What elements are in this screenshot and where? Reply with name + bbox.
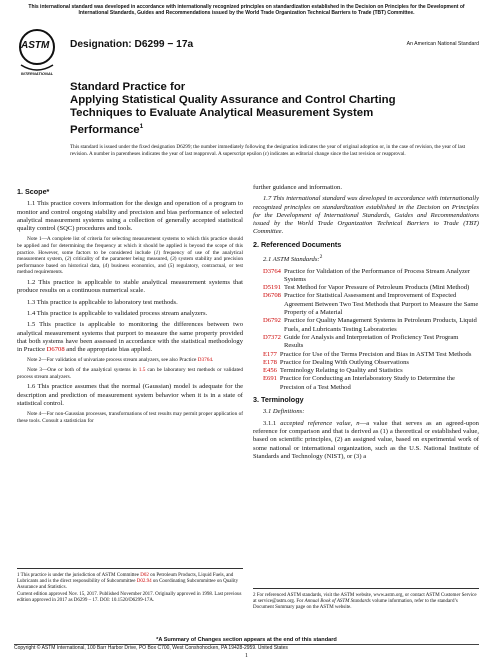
title-line2: Applying Statistical Quality Assurance and Control Charting Techniques to Evaluate Analytical Measurement System Performance xyxy=(70,94,396,136)
reference-code: E177 xyxy=(263,350,277,358)
edition-info: Current edition approved Nov. 15, 2017. Published November 2017. Originally approved in 1998. Last previous edition approved in 2017 as D6299 – 17. DOI: 10.1520/D6299-17A. xyxy=(17,591,242,603)
reference-item[interactable] xyxy=(263,375,479,392)
section-1-3: 1.3 This practice is applicable to laboratory test methods. xyxy=(27,298,178,306)
d6708-link[interactable]: D6708 xyxy=(46,346,65,354)
issuance-statement: This standard is issued under the fixed designation D6299; the number immediately following the designation indicates the year of original adoption or, in the case of revision, the year of last revision. A number in parentheses indicates the year of last reapproval. A superscript epsilon (ε) indicates an editorial change since the last revision or reapproval. xyxy=(70,144,466,157)
reference-title: Practice for Quality Management Systems in Petroleum Products, Liquid Fuels, and Lubricants Testing Laboratories xyxy=(283,317,477,333)
footnote-1: 1 This practice is under the jurisdiction of ASTM Committee D02 on Petroleum Products, Liquid Fuels, and Lubricants and is the direct responsibility of Subcommittee D02.94 on Coordinating Subcommittee on Quality Assurance and Statistics. Current edition approved Nov. 15, 2017. Published November 2017. Originally approved in 1998. Last previous edition approved in 2017 as D6299 – 17. DOI: 10.1520/D6299-17A. xyxy=(17,568,243,604)
reference-code: E178 xyxy=(263,358,277,366)
referenced-documents-heading: 2. Referenced Documents xyxy=(253,239,342,249)
reference-title: Guide for Analysis and Interpretation of Proficiency Test Program Results xyxy=(283,333,459,350)
subcommittee-d02-94-link[interactable]: D02.94 xyxy=(136,579,152,585)
scope-heading: 1. Scope* xyxy=(17,187,50,196)
note-1: Note 1—A complete list of criteria for selecting measurement systems to which this practice should be applied and for determining the frequency at which it should be applied is beyond the scope of this practice. However, some factors to be considered include (1) frequency of use of the analytical measurement system, (2) criticality of the parameter being measured, (3) system stability and precision performance based on historical data, (4) business economics, and (5) regulatory, contractual, or test method requirements. xyxy=(17,236,243,276)
note-2: Note 2—For validation of univariate process stream analyzers, see also Practice D3764. xyxy=(27,357,214,364)
reference-title: Practice for Statistical Assessment and Improvement of Expected Agreement Between Two Test Methods that Purport to Measure the Same Property of a Material xyxy=(283,292,479,317)
footnote-2: 2 For referenced ASTM standards, visit the ASTM website, www.astm.org, or contact ASTM Customer Service at service@astm.org. For Annual Book of ASTM Standards volume information, refer to the standard’s Document Summary page on the ASTM website. xyxy=(253,588,479,612)
summary-of-changes-note: *A Summary of Changes section appears at the end of this standard xyxy=(156,637,337,643)
section-3-1-1: 3.1.1 accepted reference value, n—a value that serves as an agreed-upon reference for comparison and that is derived as (1) a theoretical or established value, based on scientific principles, (2) an assigned value, based on experimental work of some national or international organization, such as the U.S. National Institute of Standards and Technology (NIST), or (3) a xyxy=(253,419,479,460)
continued-text: further guidance and information. xyxy=(253,184,342,191)
astm-international-logo xyxy=(15,27,59,79)
reference-code: D6792 xyxy=(263,317,281,325)
section-1-5: 1.5 This practice is applicable to monitoring the differences between two analytical measurement systems that purport to measure the same property provided that both systems have been assessed in accordance with the statistical methodology in Practice D6708 and the appropriate bias applied. xyxy=(17,321,243,354)
national-standard-label: An American National Standard xyxy=(406,41,479,47)
reference-item[interactable] xyxy=(263,334,479,351)
section-1-2: 1.2 This practice is applicable to stable analytical measurement systems that produce results on a continuous numerical scale. xyxy=(17,279,243,295)
section-1-7: 1.7 This international standard was developed in accordance with internationally recognized principles on standardization established in the Decision on Principles for the Development of International Standards, Guides and Recommendations issued by the World Trade Organization Technical Barriers to Trade (TBT) Committee. xyxy=(253,195,479,236)
copyright: Copyright © ASTM International, 100 Barr Harbor Drive, PO Box C700, West Conshohocken, PA 19428-2959. United States xyxy=(14,645,288,651)
reference-item[interactable] xyxy=(263,292,479,317)
left-column xyxy=(17,184,243,427)
reference-code: E456 xyxy=(263,367,277,375)
note-3: Note 3—One or both of the analytical systems in 1.5 can be laboratory test methods or validated process stream analyzers. xyxy=(17,367,243,380)
reference-code: D3764 xyxy=(263,267,281,275)
right-column xyxy=(253,184,479,464)
reference-title: Practice for Use of the Terms Precision and Bias in ASTM Test Methods xyxy=(279,350,472,358)
reference-list xyxy=(263,268,479,392)
reference-title: Practice for Conducting an Interlaboratory Study to Determine the Precision of a Test Method xyxy=(279,375,455,391)
designation: Designation: D6299 − 17a xyxy=(70,39,194,50)
section-1-5-link[interactable]: 1.5 xyxy=(138,367,146,374)
section-1-1: 1.1 This practice covers information for the design and operation of a program to monitor and control ongoing stability and precision and bias performance of selected analytical measurement systems using a collection of generally accepted statistical quality control (SQC) procedures and tools. xyxy=(17,200,243,233)
reference-code: E691 xyxy=(263,375,277,383)
title-line1: Standard Practice for xyxy=(70,81,186,93)
reference-item[interactable] xyxy=(263,367,479,375)
reference-title: Practice for Validation of the Performance of Process Stream Analyzer Systems xyxy=(283,267,471,283)
d3764-link[interactable]: D3764 xyxy=(197,357,213,364)
terminology-heading: 3. Terminology xyxy=(253,395,304,405)
reference-title: Practice for Dealing With Outlying Observations xyxy=(279,358,409,366)
reference-code: D6708 xyxy=(263,292,281,300)
section-1-4: 1.4 This practice is applicable to validated process stream analyzers. xyxy=(27,309,208,317)
reference-title: Test Method for Vapor Pressure of Petroleum Products (Mini Method) xyxy=(283,284,470,292)
logo-subtext: INTERNATIONAL xyxy=(20,71,54,76)
standards-notice: This international standard was developed in accordance with internationally recognized principles on standardization established in the Decision on Principles for the Development of International Standards, Guides and Recommendations issued by the World Trade Organization Technical Barriers to Trade (TBT) Committee. xyxy=(28,4,465,17)
reference-code: D7372 xyxy=(263,333,281,341)
reference-code: D5191 xyxy=(263,284,281,292)
committee-d02-link[interactable]: D02 xyxy=(140,573,149,578)
title-footnote-mark[interactable]: 1 xyxy=(139,123,144,130)
reference-item[interactable] xyxy=(263,284,479,292)
document-title xyxy=(70,81,440,137)
reference-item[interactable] xyxy=(263,268,479,285)
section-1-6: 1.6 This practice assumes that the normal (Gaussian) model is adequate for the description and prediction of measurement system behavior when it is in a state of statistical control. xyxy=(17,383,243,407)
section-3-1: 3.1 Definitions: xyxy=(263,408,305,416)
logo-text: ASTM xyxy=(21,40,50,51)
astm-standards-label: 2.1 ASTM Standards:$^2$ xyxy=(263,254,323,264)
reference-item[interactable] xyxy=(263,317,479,334)
page-number: 1 xyxy=(245,653,248,659)
reference-title: Terminology Relating to Quality and Statistics xyxy=(279,367,403,375)
note-4: Note 4—For non-Gaussian processes, transformations of test results may permit proper application of these tools. Consult a statistician for xyxy=(17,411,243,424)
reference-item[interactable] xyxy=(263,351,479,359)
reference-item[interactable] xyxy=(263,359,479,367)
